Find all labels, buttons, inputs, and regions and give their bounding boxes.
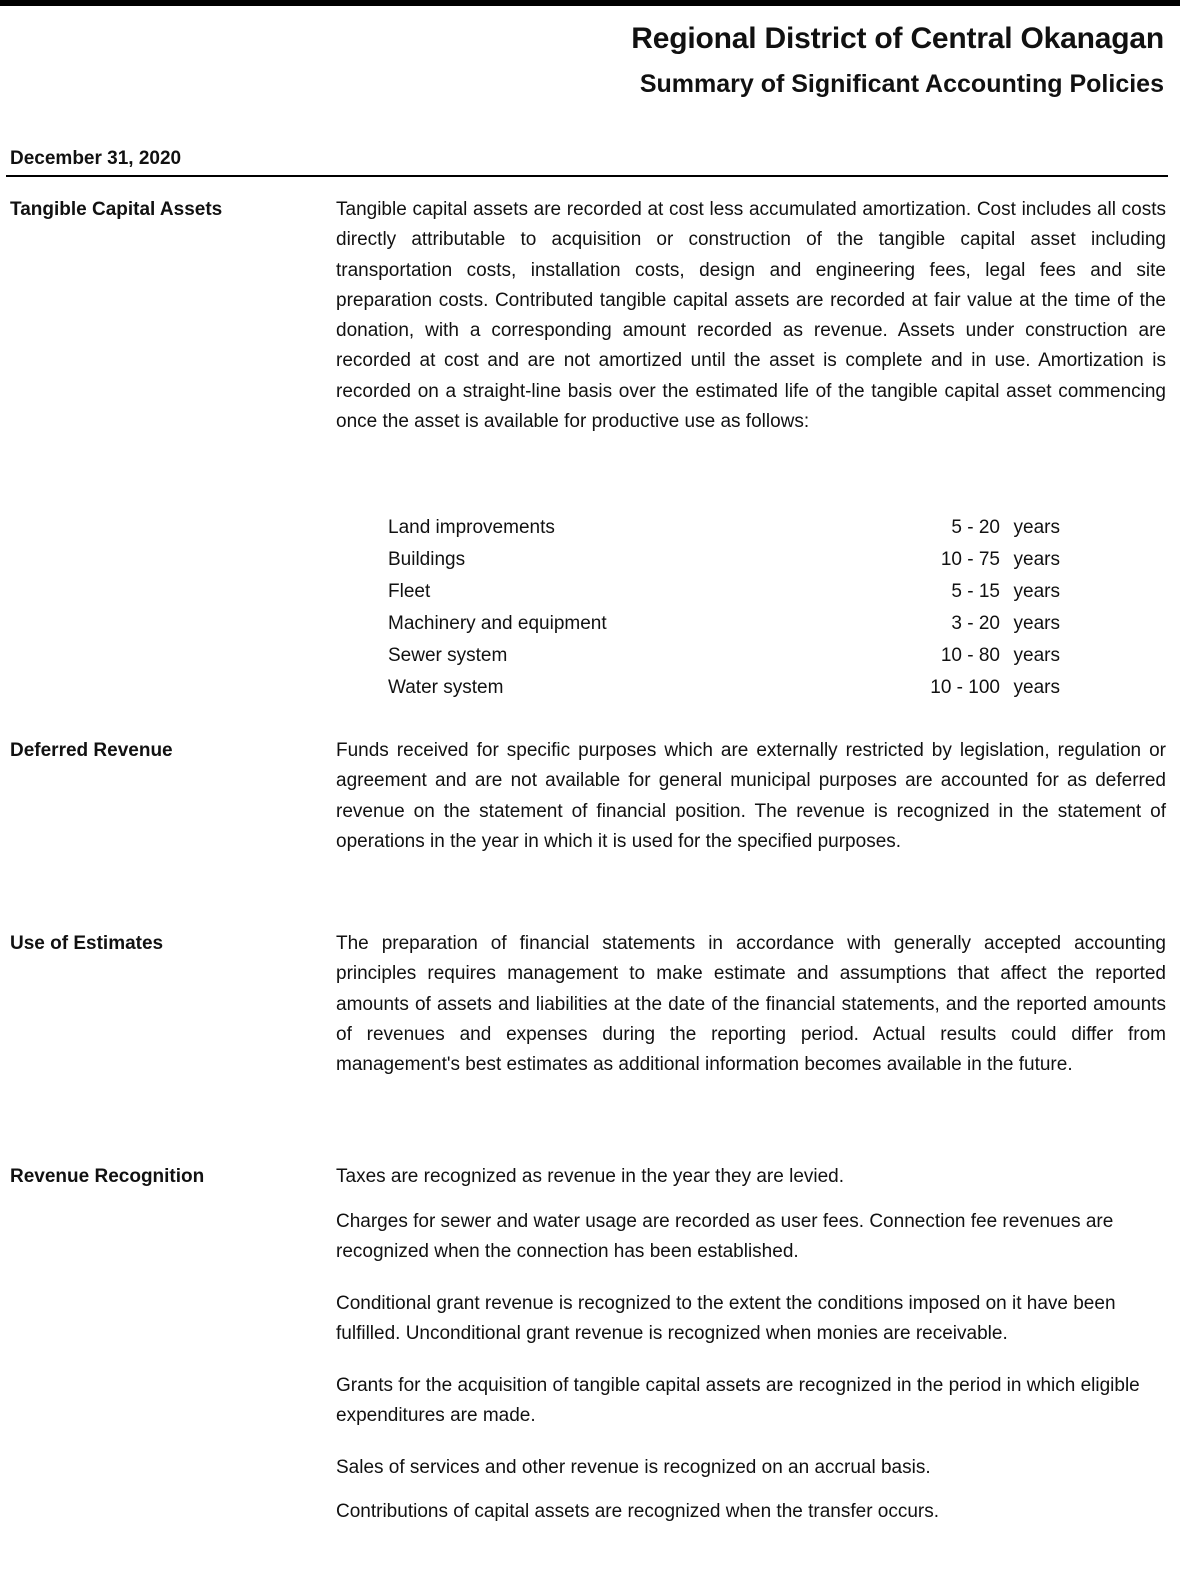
schedule-row — [388, 512, 1060, 544]
schedule-unit: years — [1013, 613, 1060, 634]
schedule-range: 10 - 80 — [940, 645, 1000, 666]
schedule-label: Buildings — [388, 549, 466, 570]
schedule-row — [388, 608, 1060, 640]
schedule-label: Sewer system — [388, 645, 508, 666]
revenue-paragraph-user-fees: Charges for sewer and water usage are recorded as user fees. Connection fee revenues are recognized when the connection has been established. — [336, 1211, 1114, 1263]
document-title: Regional District of Central Okanagan — [631, 22, 1164, 55]
header-divider — [6, 175, 1168, 177]
revenue-recognition-paragraph — [336, 1162, 1166, 1192]
section-body-deferred-revenue — [336, 736, 1166, 857]
report-date: December 31, 2020 — [10, 148, 182, 169]
section-body-tangible-capital-assets — [336, 195, 1166, 437]
schedule-unit: years — [1013, 581, 1060, 602]
revenue-paragraph-capital-grants: Grants for the acquisition of tangible capital assets are recognized in the period in which eligible expenditures are made. — [336, 1375, 1140, 1427]
schedule-row — [388, 672, 1060, 704]
revenue-paragraph-contributions: Contributions of capital assets are recognized when the transfer occurs. — [336, 1501, 940, 1522]
section-body-use-of-estimates — [336, 929, 1166, 1080]
revenue-paragraph-sales: Sales of services and other revenue is recognized on an accrual basis. — [336, 1457, 931, 1478]
tangible-capital-assets-text: Tangible capital assets are recorded at cost less accumulated amortization. Cost includes all costs directly attributable to acquisition or construction of the tangible capital asset including transportation costs, installation costs, design and engineering fees, legal fees and site preparation costs. Contributed tangible capital assets are recorded at fair value at the time of the donation, with a corresponding amount recorded as revenue. Assets under construction are recorded at cost and are not amortized until the asset is complete and in use. Amortization is recorded on a straight-line basis over the estimated life of the tangible capital asset commencing once the asset is available for productive use as follows: — [336, 199, 1166, 433]
schedule-unit: years — [1013, 645, 1060, 666]
revenue-recognition-paragraph — [336, 1207, 1166, 1268]
deferred-revenue-text: Funds received for specific purposes which are externally restricted by legislation, regulation or agreement and are not available for general municipal purposes are accounted for as deferred revenue on the statement of financial position. The revenue is recognized in the statement of operations in the year in which it is used for the specified purposes. — [336, 740, 1166, 852]
schedule-unit: years — [1013, 677, 1060, 698]
document-subtitle: Summary of Significant Accounting Policies — [639, 70, 1164, 98]
schedule-range: 5 - 20 — [951, 517, 1000, 538]
schedule-row — [388, 544, 1060, 576]
revenue-recognition-paragraph — [336, 1497, 1166, 1527]
use-of-estimates-text: The preparation of financial statements in accordance with generally accepted accounting principles requires management to make estimate and assumptions that affect the reported amounts of assets and liabilities at the date of the financial statements, and the reported amounts of revenues and expenses during the reporting period. Actual results could differ from management's best estimates as additional information becomes available in the future. — [336, 933, 1166, 1076]
amortization-schedule — [388, 512, 1060, 704]
revenue-paragraph-taxes: Taxes are recognized as revenue in the year they are levied. — [336, 1166, 845, 1187]
revenue-recognition-paragraph — [336, 1289, 1166, 1350]
schedule-label: Fleet — [388, 581, 431, 602]
schedule-range: 3 - 20 — [951, 613, 1000, 634]
top-border — [0, 0, 1180, 6]
schedule-unit: years — [1013, 517, 1060, 538]
revenue-recognition-paragraph — [336, 1371, 1166, 1432]
schedule-label: Land improvements — [388, 517, 555, 538]
section-heading-deferred-revenue: Deferred Revenue — [10, 740, 173, 761]
revenue-recognition-paragraph — [336, 1453, 1166, 1483]
section-heading-revenue-recognition: Revenue Recognition — [10, 1166, 205, 1187]
schedule-label: Water system — [388, 677, 504, 698]
section-heading-tangible-capital-assets: Tangible Capital Assets — [10, 199, 223, 220]
schedule-row — [388, 576, 1060, 608]
schedule-range: 10 - 75 — [940, 549, 1000, 570]
schedule-unit: years — [1013, 549, 1060, 570]
schedule-label: Machinery and equipment — [388, 613, 607, 634]
section-heading-use-of-estimates: Use of Estimates — [10, 933, 164, 954]
revenue-paragraph-grants: Conditional grant revenue is recognized to the extent the conditions imposed on it have been fulfilled. Unconditional grant revenue is recognized when monies are receivable. — [336, 1293, 1116, 1345]
schedule-range: 10 - 100 — [930, 677, 1000, 698]
schedule-row — [388, 640, 1060, 672]
schedule-range: 5 - 15 — [951, 581, 1000, 602]
